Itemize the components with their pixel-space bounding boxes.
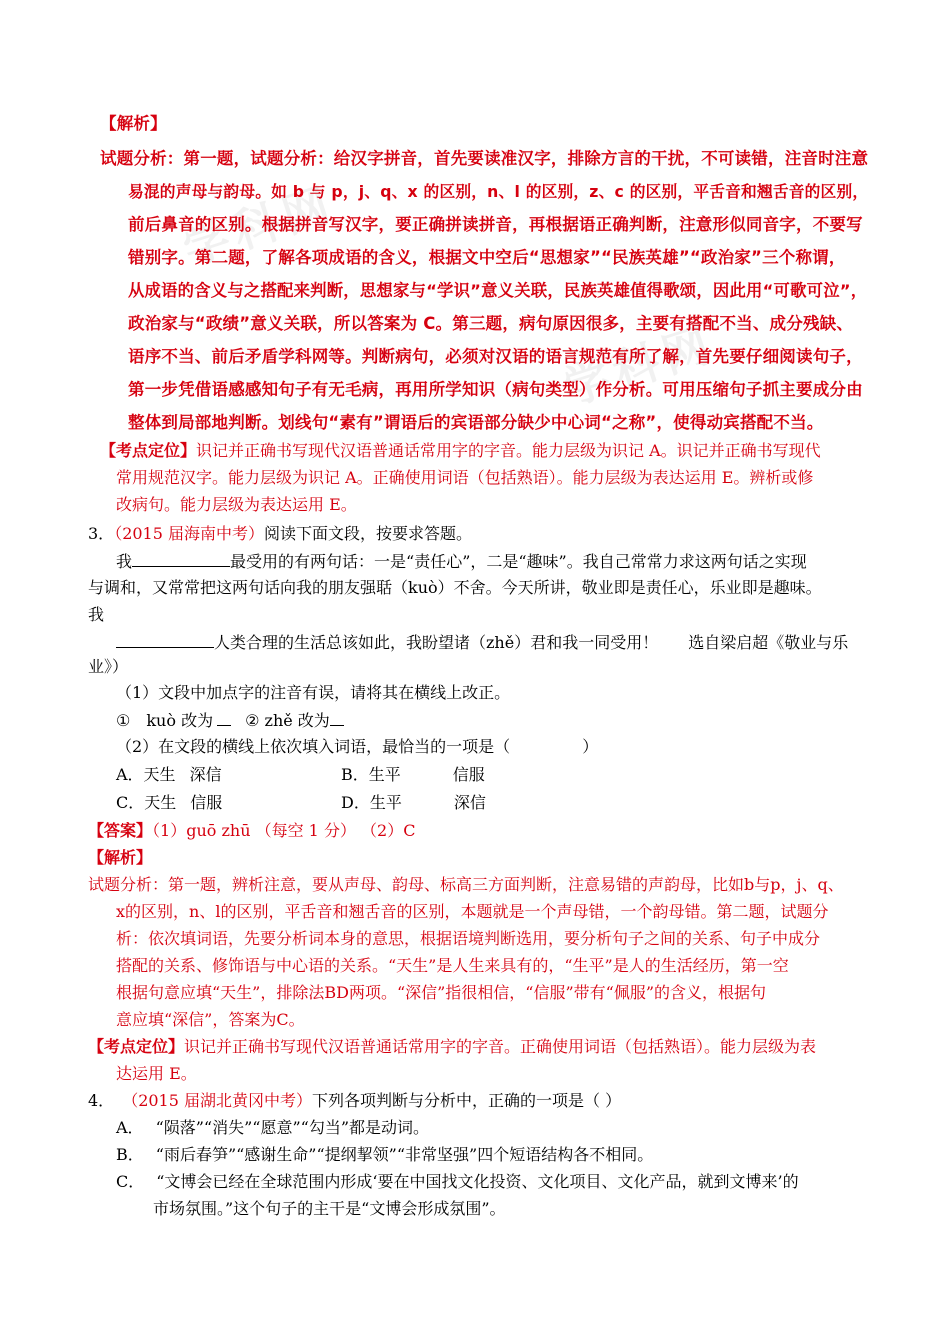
option-c[interactable]: C．天生 信服 bbox=[116, 793, 223, 812]
option-b[interactable]: B． “雨后春笋”“感谢生命”“提纲挈领”“非常坚强”四个短语结构各不相同。 bbox=[116, 1145, 654, 1164]
analysis-line: 整体到局部地判断。划线句“素有”谓语后的宾语部分缺少中心词“之称”，使得动宾搭配不当。 bbox=[128, 413, 824, 432]
question-source: （2015 届湖北黄冈中考） bbox=[122, 1091, 312, 1110]
kaodian-line: 【考点定位】识记并正确书写现代汉语普通话常用字的字音。能力层级为识记 A。识记并正确书写现代 bbox=[100, 441, 821, 460]
analysis-line: 意应填“深信”，答案为C。 bbox=[116, 1010, 305, 1029]
kaodian-line: 常用规范汉字。能力层级为识记 A。正确使用词语（包括熟语）。能力层级为表达运用 E。辨析或修 bbox=[116, 468, 814, 487]
analysis-line: 政治家与“政绩”意义关联，所以答案为 C。第三题，病句原因很多，主要有搭配不当、成分残缺、 bbox=[128, 314, 854, 333]
fill-blank bbox=[132, 550, 230, 567]
option-b[interactable]: B．生平 信服 bbox=[341, 765, 485, 784]
analysis-line: 从成语的含义与之搭配来判断，思想家与“学识”意义关联，民族英雄值得歌颂，因此用“可歌可泣”， bbox=[128, 281, 868, 300]
answer-text: （1）guō zhū （每空 1 分） （2）C bbox=[152, 821, 416, 840]
watermark: 学科网 bbox=[176, 176, 342, 276]
answer-blank[interactable] bbox=[330, 709, 344, 726]
question-prompt: 下列各项判断与分析中，正确的一项是（ ） bbox=[312, 1091, 622, 1110]
sub-question-1: （1）文段中加点字的注音有误，请将其在横线上改正。 bbox=[116, 683, 511, 702]
analysis-line: 易混的声母与韵母。如 b 与 p，j、q、x 的区别，n、l 的区别，z、c 的区别，平舌音和翘舌音的区别， bbox=[128, 182, 869, 201]
option-a[interactable]: A．天生 深信 bbox=[116, 765, 222, 784]
analysis-heading: 【解析】 bbox=[88, 848, 153, 867]
kaodian-label: 【考点定位】 bbox=[88, 1037, 185, 1056]
analysis-line: 试题分析：第一题，辨析注意，要从声母、韵母、标高三方面判断，注意易错的声韵母，比如b与p，j、q、 bbox=[88, 875, 844, 894]
analysis-line: 第一步凭借语感感知句子有无毛病，再用所学知识（病句类型）作分析。可用压缩句子抓主要成分由 bbox=[128, 380, 863, 399]
answer-line bbox=[88, 820, 415, 842]
question-3-header bbox=[88, 523, 472, 545]
option-a[interactable]: A． “陨落”“消失”“愿意”“勾当”都是动词。 bbox=[116, 1118, 430, 1137]
option-c-continued: 市场氛围。”这个句子的主干是“文博会形成氛围”。 bbox=[153, 1199, 506, 1218]
passage-line: 人类合理的生活总该如此，我盼望诸（zhě）君和我一同受用！ 选自梁启超《敬业与乐 bbox=[116, 631, 848, 654]
kaodian-line: 达运用 E。 bbox=[116, 1064, 197, 1083]
analysis-line: 语序不当、前后矛盾学科网等。判断病句，必须对汉语的语言规范有所了解，首先要仔细阅读句子， bbox=[128, 347, 863, 366]
analysis-line: x的区别，n、l的区别，平舌音和翘舌音的区别，本题就是一个声母错，一个韵母错。第二题，试题分 bbox=[116, 902, 829, 921]
analysis-line: 根据句意应填“天生”，排除法BD两项。“深信”指很相信，“信服”带有“佩服”的含义，根据句 bbox=[116, 983, 767, 1002]
question-number: 4． bbox=[88, 1091, 115, 1110]
analysis-line: 析：依次填词语，先要分析词本身的意思，根据语境判断选用，要分析句子之间的关系、句子中成分 bbox=[116, 929, 821, 948]
analysis-line: 搭配的关系、修饰语与中心语的关系。“天生”是人生来具有的，“生平”是人的生活经历，第一空 bbox=[116, 956, 789, 975]
watermark: 学科网 bbox=[556, 316, 722, 416]
analysis-line: 错别字。第二题，了解各项成语的含义，根据文中空后“思想家”“民族英雄”“政治家”三个称谓， bbox=[128, 248, 846, 267]
fill-blank bbox=[116, 631, 214, 648]
passage-line: 业》） bbox=[88, 657, 129, 676]
answer-label: 【答案】 bbox=[88, 821, 153, 840]
kaodian-line: 【考点定位】识记并正确书写现代汉语普通话常用字的字音。正确使用词语（包括熟语）。能力层级为表 bbox=[88, 1037, 817, 1056]
question-4-header bbox=[88, 1090, 621, 1112]
question-number: 3． bbox=[88, 524, 115, 543]
sub-question-1-items: ① kuò 改为 ② zhě 改为 bbox=[116, 709, 344, 732]
question-source: （2015 届海南中考） bbox=[114, 524, 264, 543]
question-prompt: 阅读下面文段，按要求答题。 bbox=[264, 524, 473, 543]
kaodian-line: 改病句。能力层级为表达运用 E。 bbox=[116, 495, 357, 514]
kaodian-label: 【考点定位】 bbox=[100, 441, 197, 460]
option-c[interactable]: C． “文博会已经在全球范围内形成‘要在中国找文化投资、文化项目、文化产品，就到文博来’的 bbox=[116, 1172, 799, 1191]
answer-blank[interactable] bbox=[217, 709, 231, 726]
analysis-heading: 【解析】 bbox=[100, 114, 167, 133]
passage-line: 与调和，又常常把这两句话向我的朋友强聒（kuò）不舍。今天所讲，敬业即是责任心，乐业即是趣味。 bbox=[88, 578, 822, 597]
analysis-line: 试题分析：第一题，试题分析：给汉字拼音，首先要读准汉字，排除方言的干扰，不可读错，注音时注意 bbox=[100, 149, 869, 168]
analysis-line: 前后鼻音的区别。根据拼音写汉字，要正确拼读拼音，再根据语正确判断，注意形似同音字，不要写 bbox=[128, 215, 863, 234]
passage-line: 我 最受用的有两句话：一是“责任心”，二是“趣味”。我自己常常力求这两句话之实现 bbox=[116, 552, 807, 571]
passage-line: 我 bbox=[88, 605, 105, 624]
sub-question-2: （2）在文段的横线上依次填入词语，最恰当的一项是（ ） bbox=[116, 737, 599, 756]
option-d[interactable]: D．生平 深信 bbox=[341, 793, 486, 812]
